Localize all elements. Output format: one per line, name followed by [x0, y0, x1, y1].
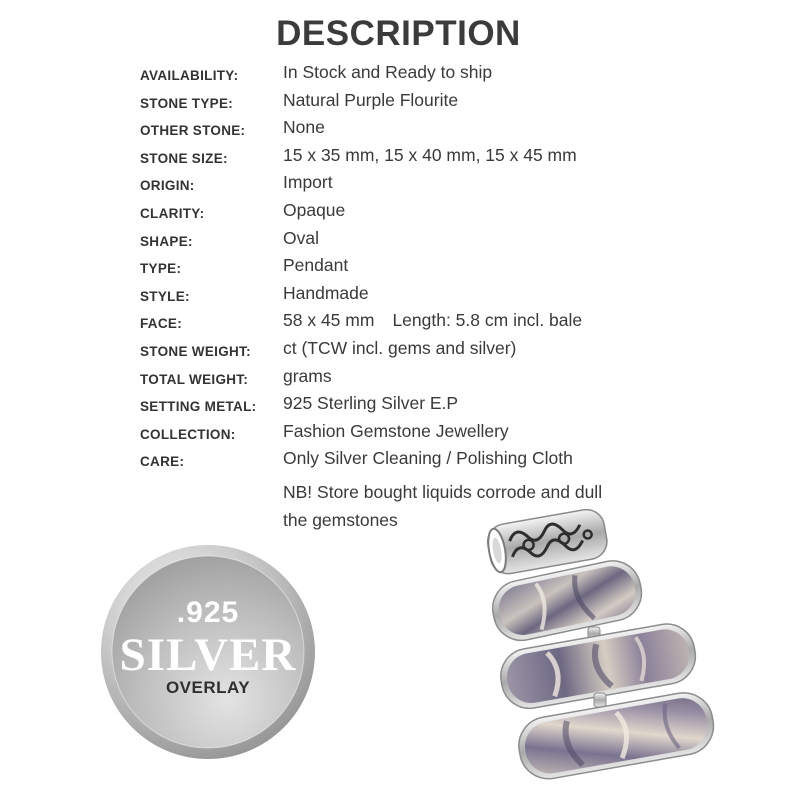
spec-value: Opaque: [283, 199, 346, 220]
spec-label: SHAPE:: [140, 233, 193, 249]
spec-row-stone-size: [140, 145, 700, 173]
spec-row-shape: [140, 228, 700, 256]
spec-label: TYPE:: [140, 261, 182, 277]
spec-label: CLARITY:: [140, 205, 205, 221]
spec-label: COLLECTION:: [140, 426, 236, 442]
spec-label: SETTING METAL:: [140, 399, 257, 415]
spec-value: In Stock and Ready to ship: [283, 62, 493, 82]
spec-label: STONE SIZE:: [140, 150, 228, 166]
spec-row-style: [140, 283, 700, 311]
spec-row-type: [140, 255, 700, 283]
spec-value: 15 x 35 mm, 15 x 40 mm, 15 x 45 mm: [283, 144, 577, 165]
spec-row-origin: [140, 172, 700, 200]
face-length: Length: 5.8 cm incl. bale: [392, 310, 583, 331]
spec-value: Natural Purple Flourite: [283, 89, 459, 110]
spec-row-total-weight: [140, 366, 700, 394]
spec-row-availability: [140, 62, 700, 90]
spec-row-care: [140, 448, 700, 476]
spec-value: Import: [283, 172, 333, 193]
spec-row-collection: [140, 421, 700, 449]
spec-value: Only Silver Cleaning / Polishing Cloth: [283, 448, 573, 469]
face-size: 58 x 45 mm: [283, 310, 375, 331]
spec-value: Pendant: [283, 255, 349, 276]
spec-value: grams: [283, 365, 332, 386]
spec-value: [283, 310, 582, 331]
spec-row-other-stone: [140, 117, 700, 145]
page-title: DESCRIPTION: [276, 14, 521, 53]
spec-value: 925 Sterling Silver E.P: [283, 393, 459, 414]
care-note-line-2: the gemstones: [283, 510, 398, 530]
spec-label: OTHER STONE:: [140, 123, 246, 139]
badge-number: .925: [176, 596, 240, 629]
spec-row-setting-metal: [140, 393, 700, 421]
spec-label: AVAILABILITY:: [140, 68, 239, 83]
spec-row-stone-type: [140, 90, 700, 118]
spec-value: Oval: [283, 227, 319, 248]
spec-label: ORIGIN:: [140, 178, 195, 194]
spec-label: FACE:: [140, 316, 182, 332]
spec-list: [140, 62, 700, 476]
spec-label: STYLE:: [140, 288, 190, 304]
spec-label: CARE:: [140, 454, 185, 470]
spec-label: STONE TYPE:: [140, 95, 234, 111]
spec-row-face: [140, 310, 700, 338]
badge-word: SILVER: [119, 629, 297, 681]
badge-sub: OVERLAY: [165, 678, 251, 697]
care-note-line-1: NB! Store bought liquids corrode and dull: [283, 482, 603, 502]
spec-value: ct (TCW incl. gems and silver): [283, 337, 517, 358]
spec-row-stone-weight: [140, 338, 700, 366]
spec-label: STONE WEIGHT:: [140, 343, 251, 359]
spec-value: None: [283, 117, 325, 138]
spec-value: Fashion Gemstone Jewellery: [283, 420, 509, 441]
spec-label: TOTAL WEIGHT:: [140, 371, 249, 387]
spec-value: Handmade: [283, 282, 369, 303]
pendant-product-image: [470, 505, 730, 795]
spec-row-clarity: [140, 200, 700, 228]
